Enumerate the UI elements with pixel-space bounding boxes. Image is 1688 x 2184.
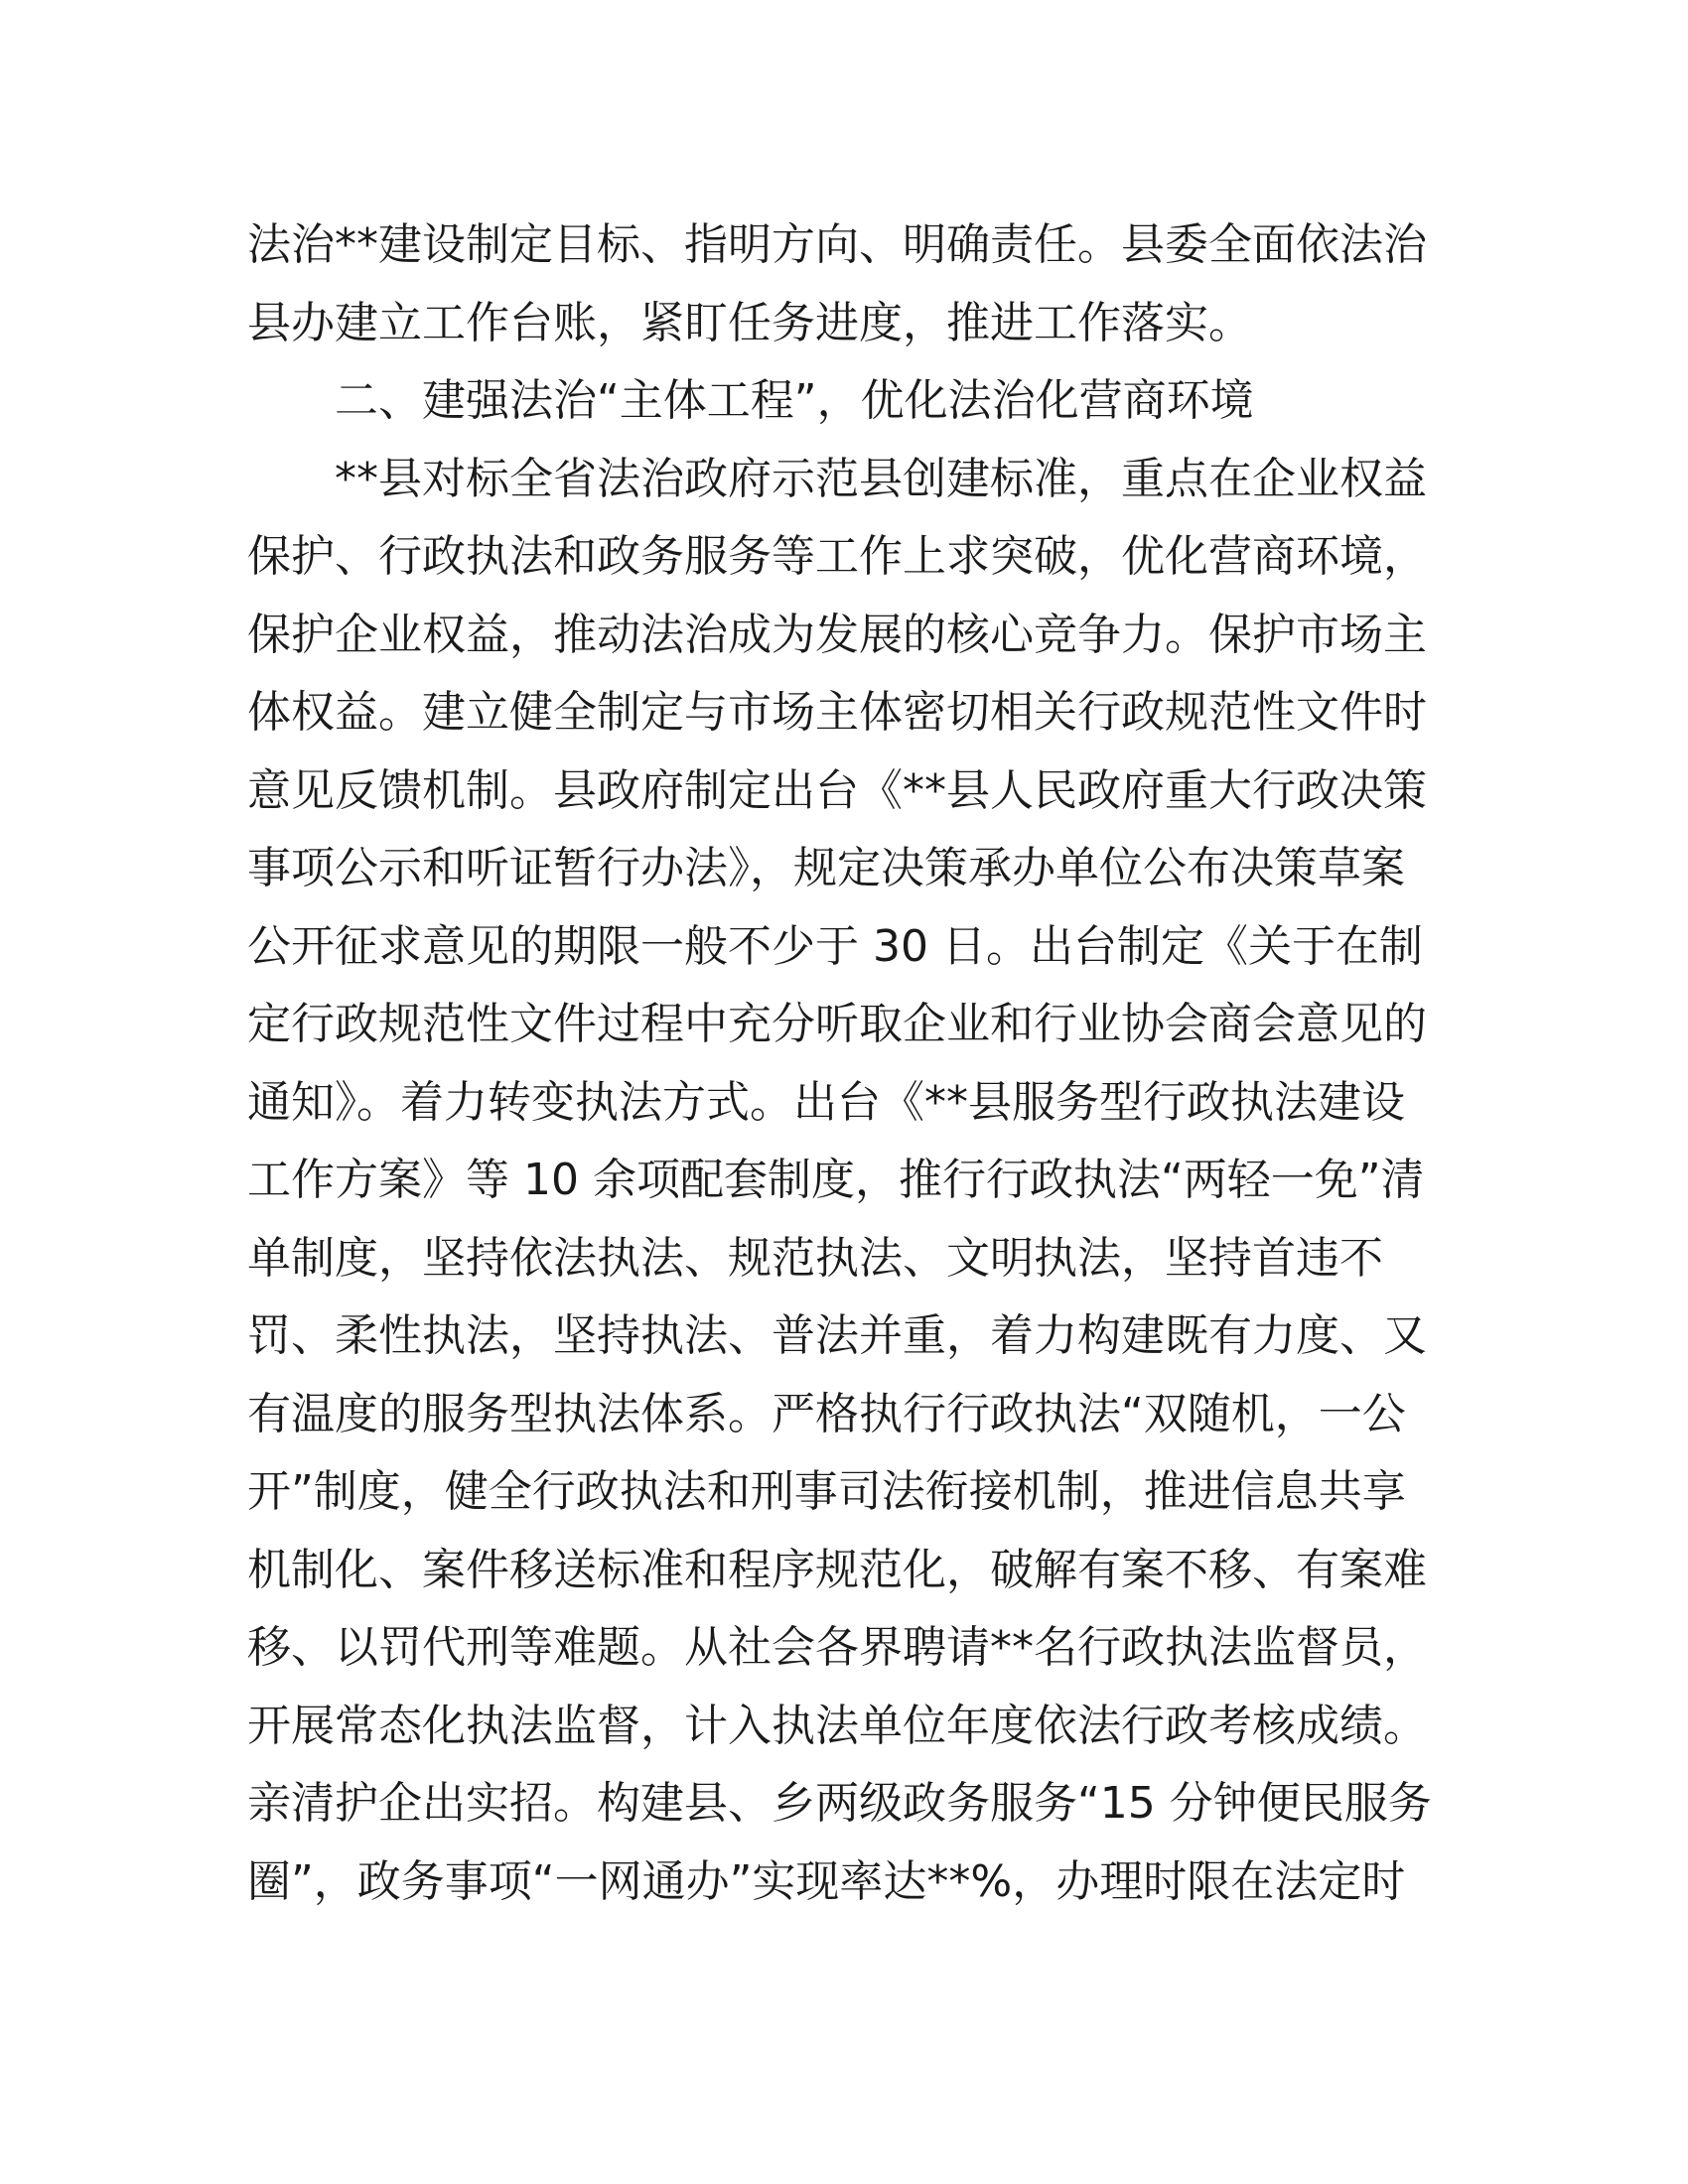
text-line: 圈”，政务事项“一网通办”实现率达**%，办理时限在法定时 xyxy=(247,1855,1406,1907)
text-line: 开”制度，健全行政执法和刑事司法衔接机制，推进信息共享 xyxy=(247,1466,1406,1517)
text-line: 保护、行政执法和政务服务等工作上求突破，优化营商环境， xyxy=(247,531,1427,582)
intro-paragraph xyxy=(247,206,1444,362)
text-line: 工作方案》等 10 余项配套制度，推行行政执法“两轻一免”清 xyxy=(247,1155,1425,1205)
text-line: 意见反馈机制。县政府制定出台《**县人民政府重大行政决策 xyxy=(247,764,1427,816)
text-line: 移、以罚代刑等难题。从社会各界聘请**名行政执法监督员， xyxy=(247,1622,1427,1673)
text-line: 保护企业权益，推动法治成为发展的核心竞争力。保护市场主 xyxy=(247,609,1427,660)
text-line: 法治**建设制定目标、指明方向、明确责任。县委全面依法治 xyxy=(247,219,1427,270)
text-line: 亲清护企出实招。构建县、乡两级政务服务“15 分钟便民服务 xyxy=(247,1778,1432,1829)
document-body xyxy=(247,206,1444,1921)
body-paragraph xyxy=(247,441,1444,1922)
section-heading: 二、建强法治“主体工程”，优化法治化营商环境 xyxy=(335,375,1254,426)
text-line: 公开征求意见的期限一般不少于 30 日。出台制定《关于在制 xyxy=(247,920,1423,972)
text-line: 机制化、案件移送标准和程序规范化，破解有案不移、有案难 xyxy=(247,1544,1427,1595)
text-line: 有温度的服务型执法体系。严格执行行政执法“双随机，一公 xyxy=(247,1388,1406,1439)
text-line: 通知》。着力转变执法方式。出台《**县服务型行政执法建设 xyxy=(247,1076,1405,1128)
text-line: 定行政规范性文件过程中充分听取企业和行业协会商会意见的 xyxy=(247,999,1427,1049)
section-heading-block xyxy=(247,362,1444,441)
text-line: 县办建立工作台账，紧盯任务进度，推进工作落实。 xyxy=(247,297,1252,348)
text-line: 体权益。建立健全制定与市场主体密切相关行政规范性文件时 xyxy=(247,687,1427,738)
text-line: **县对标全省法治政府示范县创建标准，重点在企业权益 xyxy=(335,453,1427,504)
text-line: 事项公示和听证暂行办法》，规定决策承办单位公布决策草案 xyxy=(247,843,1405,893)
text-line: 罚、柔性执法，坚持执法、普法并重，着力构建既有力度、又 xyxy=(247,1310,1427,1361)
text-line: 单制度，坚持依法执法、规范执法、文明执法，坚持首违不 xyxy=(247,1232,1383,1284)
text-line: 开展常态化执法监督，计入执法单位年度依法行政考核成绩。 xyxy=(247,1700,1427,1751)
